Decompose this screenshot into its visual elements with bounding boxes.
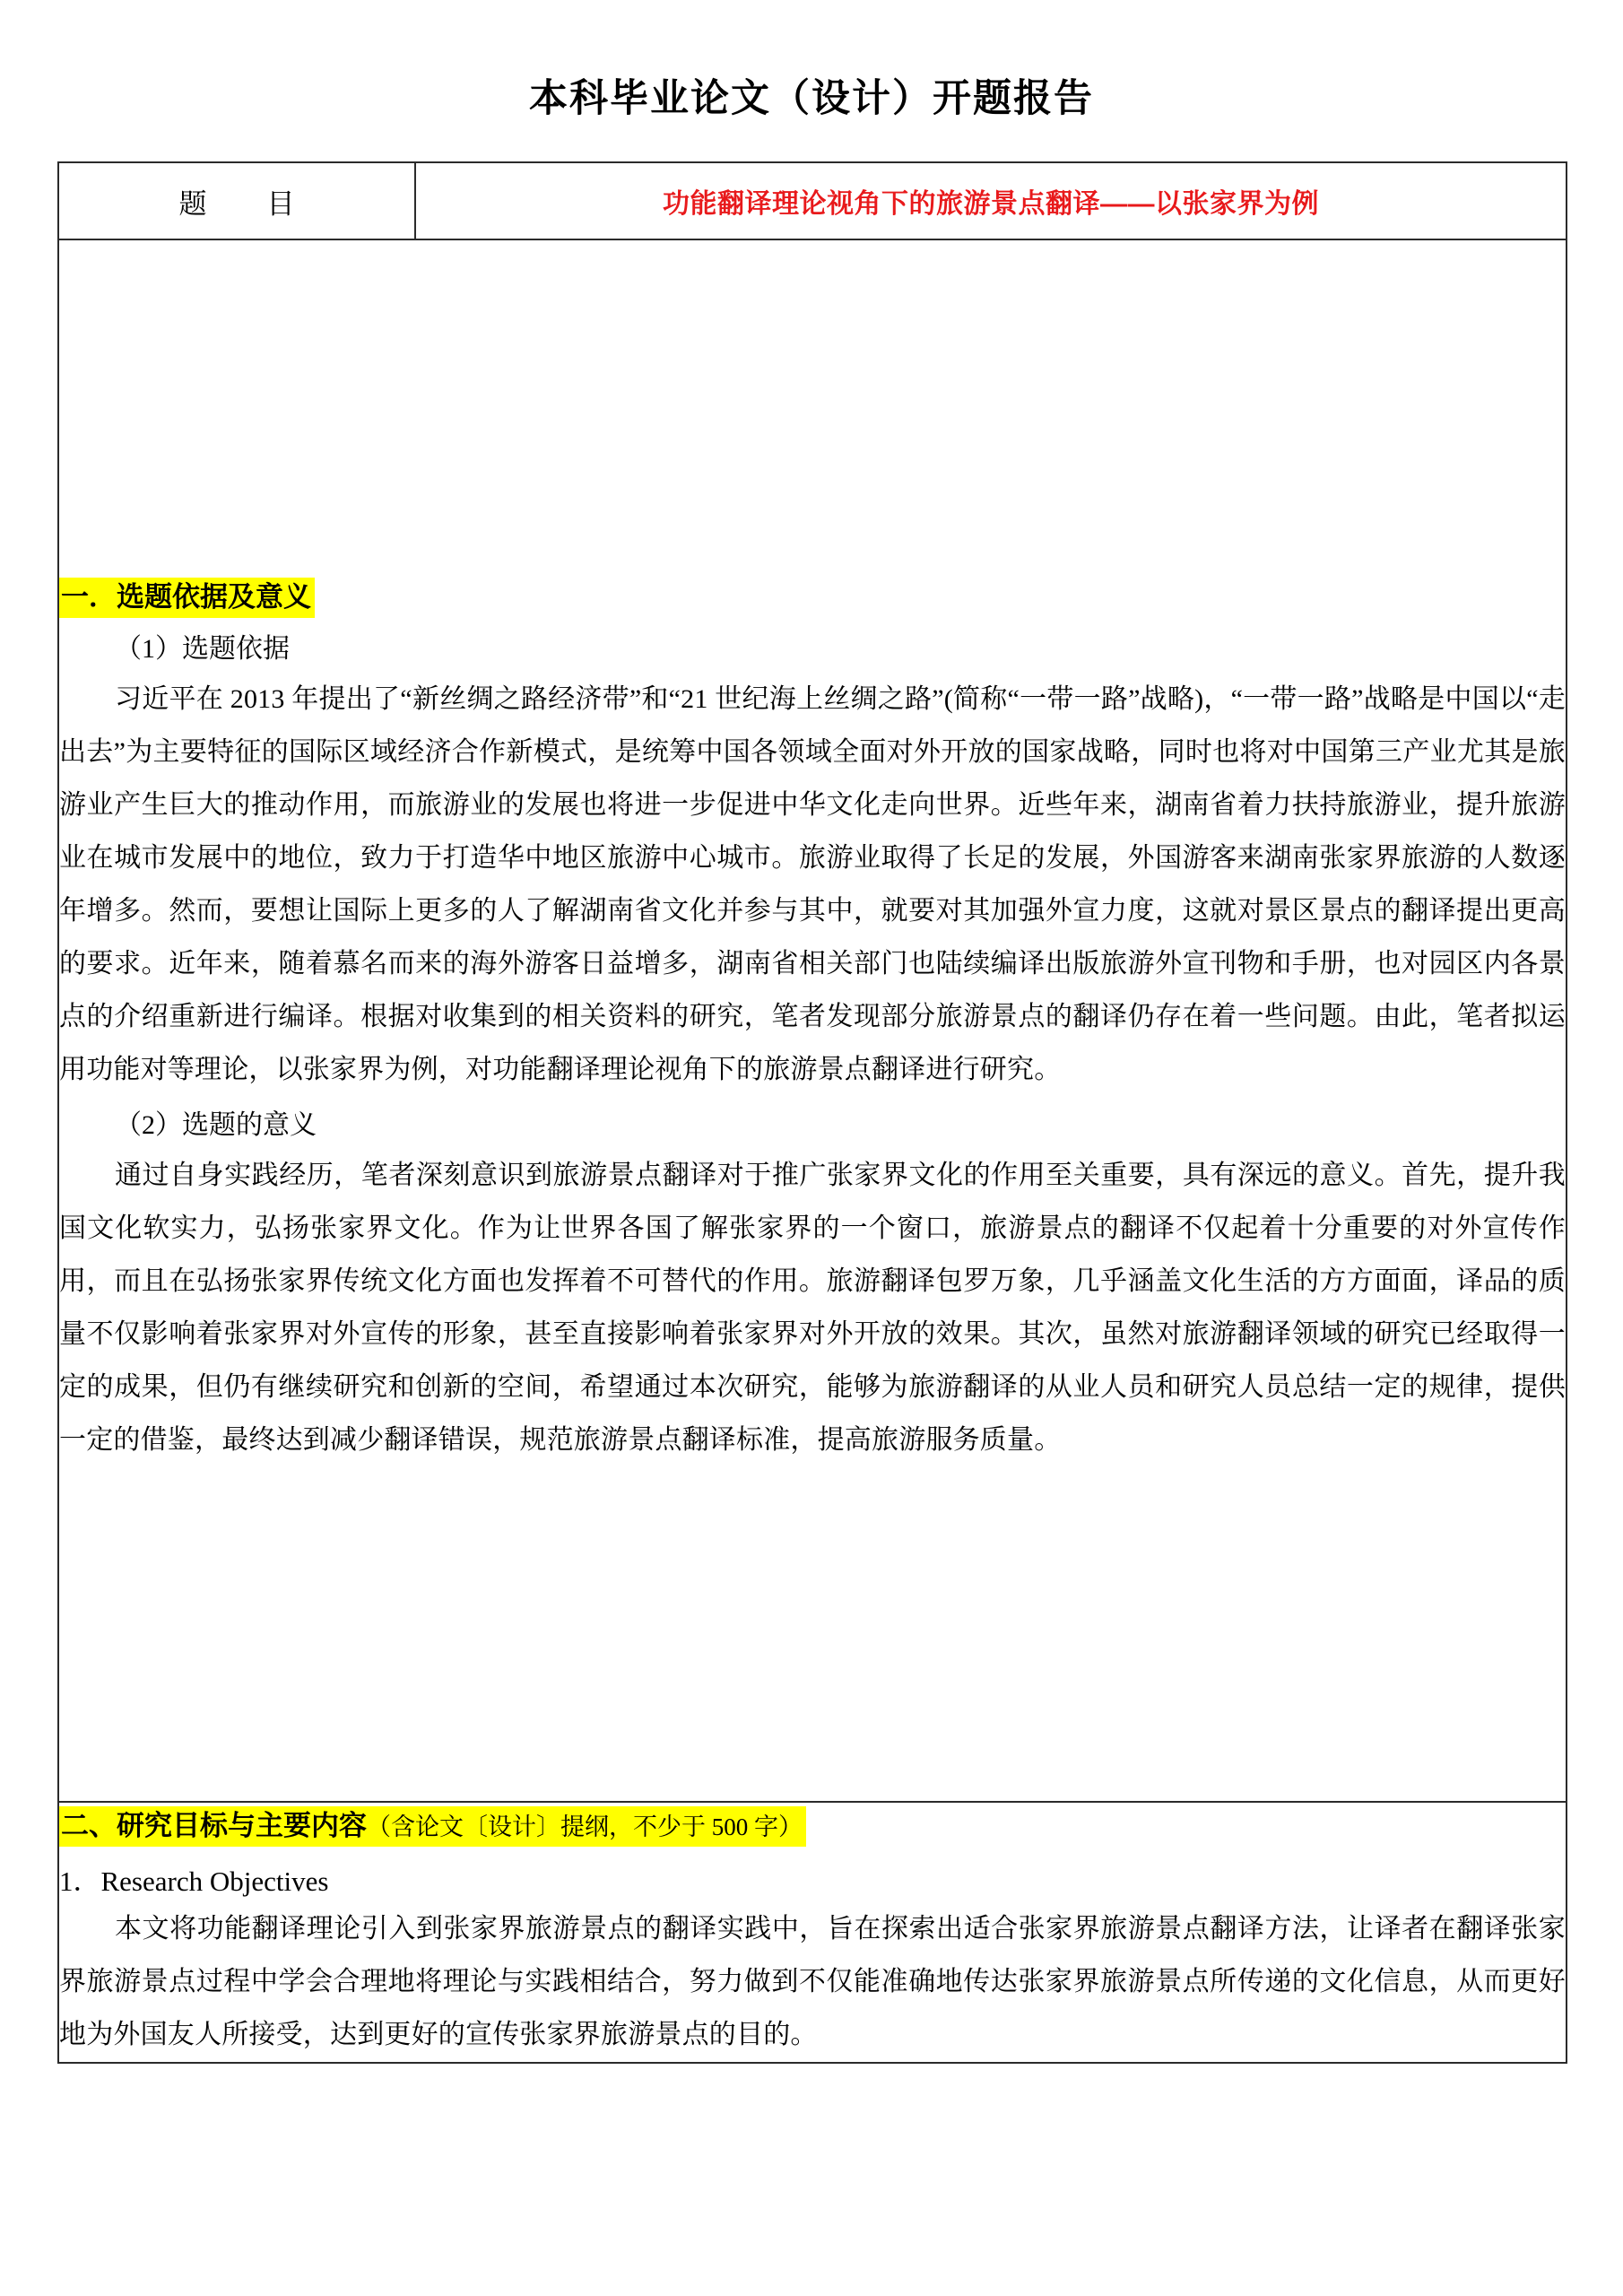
- topic-value: 功能翻译理论视角下的旅游景点翻译——以张家界为例: [415, 162, 1567, 239]
- section-two-heading-main: 二、研究目标与主要内容: [61, 1810, 367, 1841]
- section-two-item-1-label: 1．Research Objectives: [59, 1865, 329, 1897]
- section-two-paragraph-1: 本文将功能翻译理论引入到张家界旅游景点的翻译实践中，旨在探索出适合张家界旅游景点翻译方法，让译者在翻译张家界旅游景点过程中学会合理地将理论与实践相结合，努力做到不仅能准确地传达张家界旅游景点所传递的文化信息，从而更好地为外国友人所接受，达到更好的宣传张家界旅游景点的目的。: [59, 1914, 1566, 2050]
- section-one-row: [58, 239, 1567, 1802]
- report-table: [57, 161, 1567, 2064]
- section-one-cell: [58, 239, 1567, 1802]
- section-two-heading-sub: （含论文〔设计〕提纲，不少于 500 字）: [367, 1813, 803, 1840]
- section-one-subheading-1: （1）选题依据: [115, 634, 290, 665]
- section-two-heading: [59, 1806, 806, 1847]
- section-two-heading-wrap: [59, 1803, 1566, 1848]
- section-one-paragraph-2: 通过自身实践经历，笔者深刻意识到旅游景点翻译对于推广张家界文化的作用至关重要，具有深远的意义。首先，提升我国文化软实力，弘扬张家界文化。作为让世界各国了解张家界的一个窗口，旅游景点的翻译不仅起着十分重要的对外宣传作用，而且在弘扬张家界传统文化方面也发挥着不可替代的作用。旅游翻译包罗万象，几乎涵盖文化生活的方方面面，译品的质量不仅影响着张家界对外宣传的形象，甚至直接影响着张家界对外开放的效果。其次，虽然对旅游翻译领域的研究已经取得一定的成果，但仍有继续研究和创新的空间，希望通过本次研究，能够为旅游翻译的从业人员和研究人员总结一定的规律，提供一定的借鉴，最终达到减少翻译错误，规范旅游景点翻译标准，提高旅游服务质量。: [59, 1160, 1566, 1456]
- topic-label: 题 目: [58, 162, 415, 239]
- topic-row: [58, 162, 1567, 239]
- section-one-heading: 一．选题依据及意义: [59, 578, 315, 618]
- section-one-subheading-2: （2）选题的意义: [115, 1110, 317, 1141]
- section-one-paragraph-1: 习近平在 2013 年提出了“新丝绸之路经济带”和“21 世纪海上丝绸之路”(简称“一带一路”战略)，“一带一路”战略是中国以“走出去”为主要特征的国际区域经济合作新模式，是统筹中国各领域全面对外开放的国家战略，同时也将对中国第三产业尤其是旅游业产生巨大的推动作用，而旅游业的发展也将进一步促进中华文化走向世界。近些年来，湖南省着力扶持旅游业，提升旅游业在城市发展中的地位，致力于打造华中地区旅游中心城市。旅游业取得了长足的发展，外国游客来湖南张家界旅游的人数逐年增多。然而，要想让国际上更多的人了解湖南省文化并参与其中，就要对其加强外宣力度，这就对景区景点的翻译提出更高的要求。近年来，随着慕名而来的海外游客日益增多，湖南省相关部门也陆续编译出版旅游外宣刊物和手册，也对园区内各景点的介绍重新进行编译。根据对收集到的相关资料的研究，笔者发现部分旅游景点的翻译仍存在着一些问题。由此，笔者拟运用功能对等理论，以张家界为例，对功能翻译理论视角下的旅游景点翻译进行研究。: [59, 683, 1566, 1085]
- page-title: 本科毕业论文（设计）开题报告: [529, 77, 1094, 120]
- section-one-heading-wrap: [59, 574, 1566, 620]
- section-two-cell: [58, 1802, 1567, 2063]
- section-two-row: [58, 1802, 1567, 2063]
